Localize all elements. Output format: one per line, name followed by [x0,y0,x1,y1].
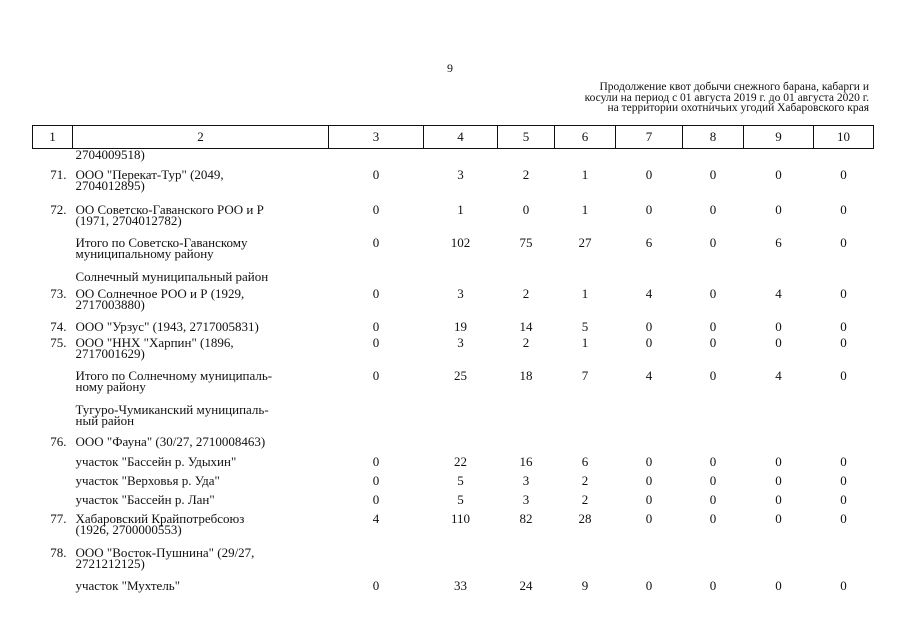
row-value: 0 [645,491,653,507]
row-value: 0 [775,510,782,526]
table-row [33,288,874,321]
row-value [498,547,555,580]
column-header: 1 [33,126,73,149]
row-value [683,271,744,288]
row-value: 0 [645,318,653,334]
row-value: 0 [840,453,847,469]
row-value: 0 [372,577,380,593]
row-value [744,547,814,580]
row-value [744,149,814,169]
row-name-line: ООО "НHX "Харпин" (1896, [75,334,234,350]
row-name [73,491,329,513]
caption-line: косули на период с 01 августа 2019 г. до 01 августа 2020 г. [584,91,869,104]
row-value: 0 [709,472,717,488]
row-value: 3 [457,166,464,182]
row-number: 73. [50,285,67,301]
column-header: 5 [498,126,555,149]
caption-line: Продолжение квот добычи снежного барана, кабарги и [599,81,869,93]
row-value: 0 [775,318,782,334]
row-value: 0 [840,334,847,350]
row-value: 0 [709,234,717,250]
table-row [33,169,874,204]
row-value: 0 [775,201,782,217]
row-value: 6 [775,234,782,250]
row-number [33,404,73,436]
row-name [73,453,329,475]
row-value [424,547,498,580]
row-name-line: 2704009518) [75,147,145,162]
row-value: 0 [709,453,717,469]
row-number [33,237,73,271]
row-value [616,404,683,436]
row-value: 19 [454,318,467,334]
row-number: 75. [50,334,67,350]
row-name [73,544,329,580]
row-name-line: 2721212125) [75,556,145,571]
row-value: 0 [709,510,717,526]
row-name-line: ный район [75,413,135,428]
table-row [33,456,874,475]
row-value: 0 [840,318,847,334]
column-header: 9 [744,126,814,149]
row-name-line: ному району [75,379,146,394]
row-value [616,271,683,288]
row-name-line: ООО "Урзус" (1943, 2717005831) [75,318,259,334]
row-value [329,149,424,169]
row-value: 110 [450,510,471,526]
row-name-line: Итого по Советско-Гаванскому [75,234,248,250]
row-value [683,436,744,456]
row-name-line: участок "Бассейн р. Удыхин" [75,453,237,469]
table-row [33,337,874,370]
row-value [555,149,616,169]
row-number [33,475,73,494]
row-value: 0 [372,285,380,301]
column-header: 3 [329,126,424,149]
row-value: 6 [645,234,653,250]
caption-line: на территории охотничьих угодий Хабаровского края [607,102,869,114]
row-value [498,271,555,288]
row-value: 28 [578,510,592,526]
row-name [73,577,329,597]
row-name [73,166,329,204]
row-value: 0 [840,166,847,182]
table-row [33,370,874,404]
table-row [33,404,874,436]
table-caption [529,82,869,114]
row-name-line: ООО "Перекат-Тур" (2049, [75,166,224,182]
row-value: 6 [581,453,589,469]
row-value: 14 [519,318,533,334]
row-value: 0 [372,472,380,488]
row-value [814,436,874,456]
row-value: 0 [372,318,380,334]
row-name-line: участок "Верховья р. Уда" [75,472,220,488]
row-value: 75 [519,234,533,250]
table-body [33,149,874,597]
row-name-line: ООО "Восток-Пушнина" (29/27, [75,544,255,560]
row-number: 72. [50,201,67,217]
table-row [33,204,874,237]
row-value [498,436,555,456]
row-value: 0 [709,318,717,334]
table-row [33,475,874,494]
row-value: 0 [775,577,782,593]
row-name-line: участок "Бассейн р. Лан" [75,491,215,507]
row-value: 0 [645,510,653,526]
row-value: 0 [645,577,653,593]
row-number: 78. [50,544,67,560]
row-value: 2 [522,285,530,301]
row-value: 18 [519,367,533,383]
row-number [33,580,73,597]
row-value: 0 [645,166,653,182]
row-value [683,547,744,580]
row-value: 0 [775,472,782,488]
row-value [555,271,616,288]
row-name [73,367,329,404]
row-value [744,436,814,456]
row-name-line: Итого по Солнечному муниципаль- [75,367,273,383]
quota-table [32,125,874,597]
row-value: 0 [372,234,380,250]
row-number: 71. [50,166,67,182]
row-value: 0 [645,472,653,488]
page-number: 9 [447,61,453,75]
row-name-line: ОО Советско-Гаванского РОО и Р [75,201,264,217]
table-row [33,149,874,169]
row-name-line: участок "Мухтель" [75,577,181,593]
row-value: 82 [519,510,533,526]
row-value: 0 [840,472,847,488]
row-value: 0 [709,166,717,182]
row-value: 0 [645,453,653,469]
column-header: 6 [555,126,616,149]
table-row [33,271,874,288]
table-row [33,580,874,597]
column-header: 2 [73,126,329,149]
row-value [424,271,498,288]
row-value: 33 [454,577,467,593]
row-name-line: Солнечный муниципальный район [75,268,269,284]
row-number [33,271,73,288]
row-value: 1 [581,285,589,301]
row-value: 25 [454,367,467,383]
row-value [616,149,683,169]
row-value [555,436,616,456]
row-name [73,510,329,547]
row-name [73,201,329,237]
row-value: 2 [522,334,530,350]
row-value: 4 [645,367,653,383]
row-number: 77. [50,510,67,526]
row-name-line: Тугуро-Чумиканский муниципаль- [75,401,269,417]
row-name-line: муниципальному району [75,246,214,261]
row-value: 0 [645,334,653,350]
row-value [555,404,616,436]
row-value [424,436,498,456]
row-name-line: ООО "Фауна" (30/27, 2710008463) [75,433,266,449]
table-row [33,494,874,513]
row-value: 0 [709,201,717,217]
row-value: 0 [775,491,782,507]
row-value: 102 [450,234,471,250]
row-value: 3 [522,491,530,507]
row-value: 0 [709,285,717,301]
row-value: 3 [457,334,464,350]
column-header: 4 [424,126,498,149]
row-value: 0 [840,510,847,526]
row-value [616,436,683,456]
row-value [683,404,744,436]
row-value: 5 [457,491,464,507]
row-value: 0 [372,201,380,217]
row-value: 1 [581,334,589,350]
row-value: 0 [645,201,653,217]
row-value: 0 [372,166,380,182]
column-header: 7 [616,126,683,149]
row-value [329,404,424,436]
column-header: 10 [814,126,874,149]
table-row [33,547,874,580]
table-row [33,436,874,456]
row-name [73,149,329,169]
row-name-line: ОО Солнечное РОО и Р (1929, [75,285,245,301]
row-value: 2 [581,491,589,507]
row-value: 0 [372,491,380,507]
row-name-line: (1926, 2700000553) [75,522,182,537]
row-value: 0 [522,201,530,217]
row-value: 0 [372,453,380,469]
row-value [616,547,683,580]
row-number [33,370,73,404]
row-value [814,149,874,169]
row-name [73,401,329,436]
row-value [329,436,424,456]
row-value: 3 [457,285,464,301]
row-name [73,285,329,321]
row-value: 1 [457,201,464,217]
row-value: 4 [775,367,782,383]
row-number: 76. [50,433,67,449]
row-name [73,472,329,494]
row-value: 0 [372,367,380,383]
row-value: 24 [519,577,533,593]
row-value: 22 [454,453,467,469]
row-value [498,404,555,436]
table-row [33,237,874,271]
row-value: 0 [709,577,717,593]
row-value [814,547,874,580]
row-value: 0 [840,577,847,593]
row-value [498,149,555,169]
row-value: 0 [840,201,847,217]
row-value: 0 [775,334,782,350]
row-name-line: 2717001629) [75,346,145,361]
row-number [33,456,73,475]
row-value: 0 [775,166,782,182]
row-value: 0 [840,367,847,383]
row-value: 0 [372,334,380,350]
row-value: 1 [581,201,589,217]
row-number [33,494,73,513]
row-value: 0 [840,234,847,250]
row-value: 0 [840,285,847,301]
row-value: 4 [645,285,653,301]
row-value [744,404,814,436]
row-number [33,149,73,169]
row-name [73,234,329,271]
row-value: 7 [581,367,589,383]
row-value [744,271,814,288]
column-header: 8 [683,126,744,149]
row-value: 27 [578,234,592,250]
row-value [814,404,874,436]
row-value: 0 [709,334,717,350]
row-value: 4 [775,285,782,301]
row-name [73,334,329,370]
row-value: 2 [581,472,589,488]
row-value: 16 [519,453,533,469]
row-value [814,271,874,288]
row-value: 4 [372,510,380,526]
row-value [555,547,616,580]
row-value [329,271,424,288]
row-value: 5 [581,318,589,334]
row-value: 0 [709,491,717,507]
row-value: 9 [581,577,589,593]
row-value: 2 [522,166,530,182]
row-value: 3 [522,472,530,488]
row-value [329,547,424,580]
row-name [73,268,329,288]
row-value [683,149,744,169]
row-number: 74. [50,318,67,334]
row-value: 1 [581,166,589,182]
table-row [33,513,874,547]
row-value: 0 [775,453,782,469]
row-name-line: (1971, 2704012782) [75,213,182,228]
row-value [424,404,498,436]
row-value [424,149,498,169]
row-name-line: 2704012895) [75,178,145,193]
row-name [73,433,329,456]
row-value: 0 [709,367,717,383]
row-name-line: Хабаровский Крайпотребсоюз [75,510,245,526]
table-header-row [33,126,874,149]
row-value: 0 [840,491,847,507]
row-value: 5 [457,472,464,488]
row-name-line: 2717003880) [75,297,145,312]
